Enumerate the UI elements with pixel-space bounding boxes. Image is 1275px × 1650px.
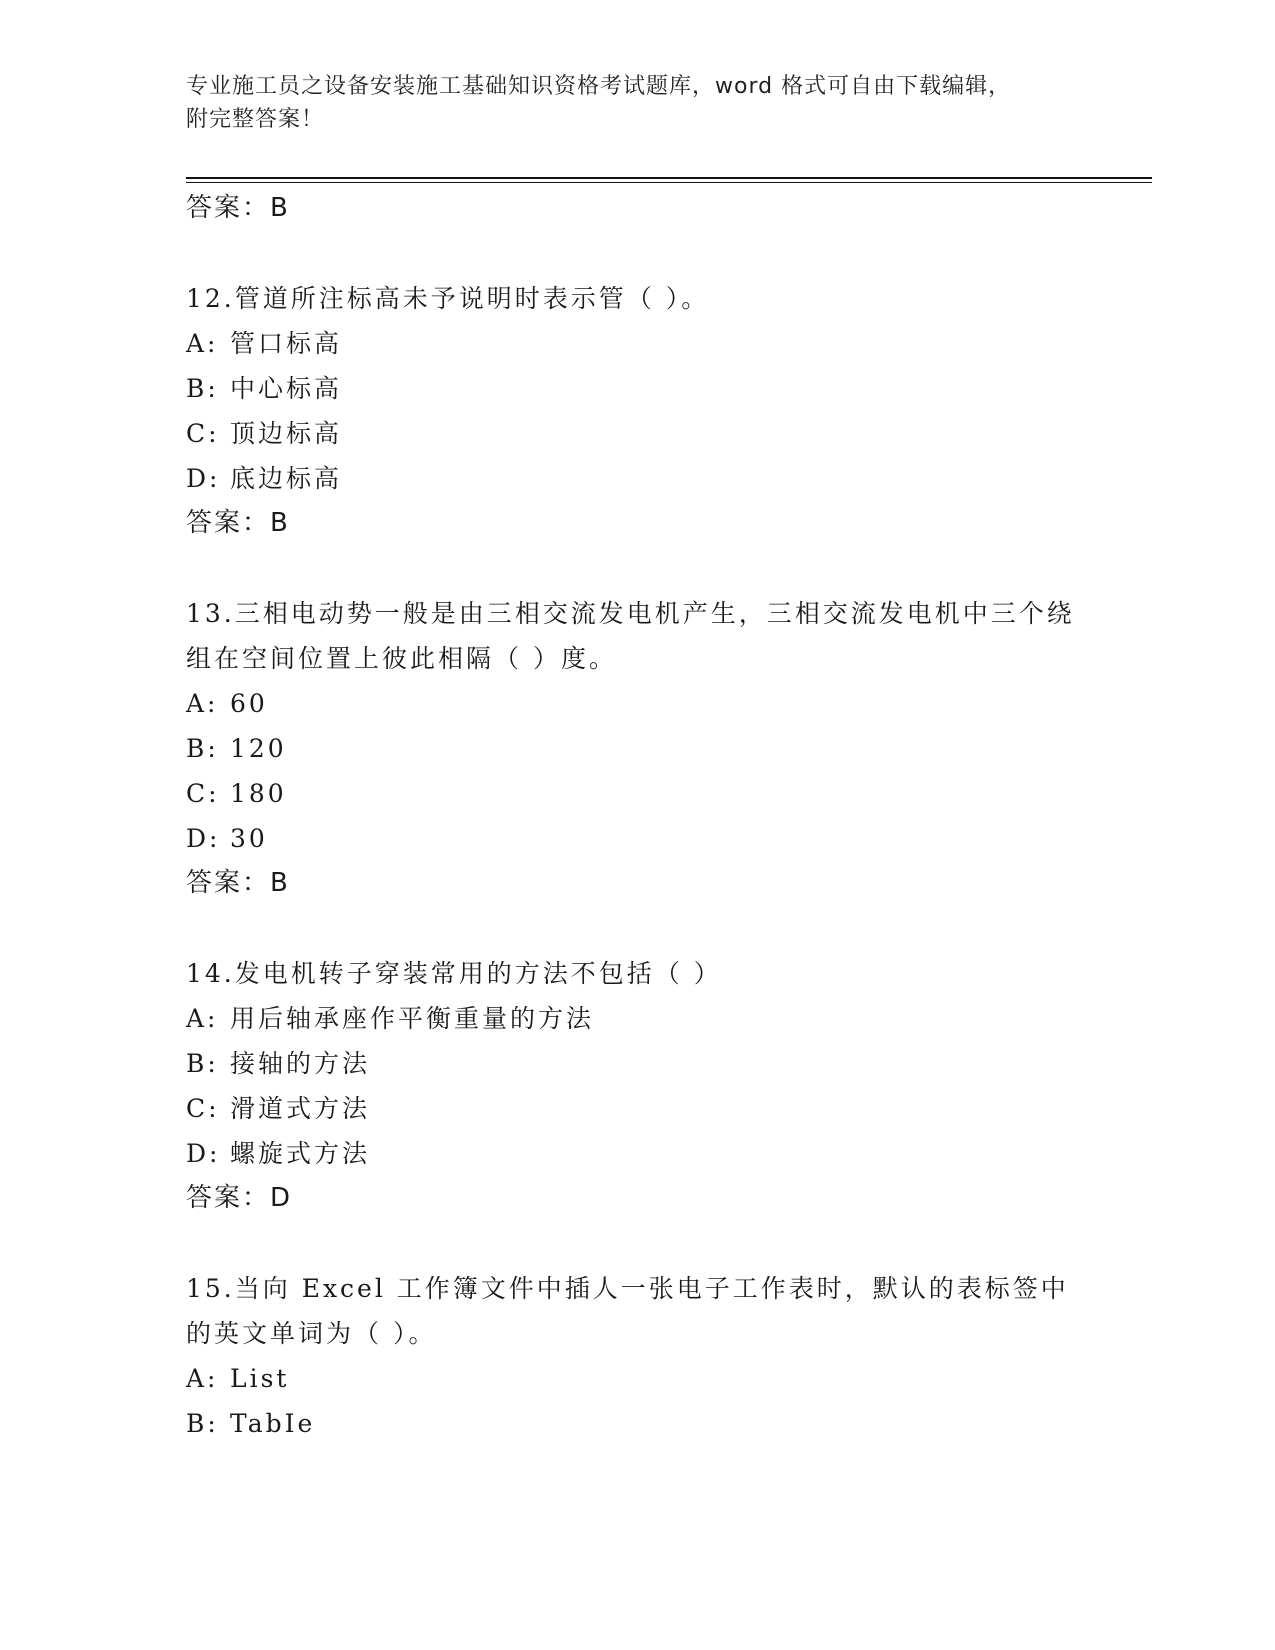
option-text: 螺旋式方法 — [230, 1139, 371, 1168]
question-stem: 14.发电机转子穿装常用的方法不包括（ ） — [186, 959, 722, 988]
answer-line: 答案：B — [186, 193, 290, 223]
question-12 — [186, 276, 1086, 546]
option-b — [186, 726, 1086, 771]
option-label: B: — [186, 374, 219, 403]
option-text: 用后轴承座作平衡重量的方法 — [230, 1004, 595, 1033]
option-text: 180 — [230, 779, 287, 808]
option-text: List — [230, 1364, 290, 1393]
option-d — [186, 1131, 1086, 1176]
answer-line: 答案：B — [186, 868, 290, 898]
option-text: TabIe — [230, 1409, 316, 1438]
option-label: A: — [186, 329, 219, 358]
document-header — [186, 70, 1066, 136]
header-rule-thin — [186, 182, 1152, 183]
option-text: 顶边标高 — [230, 419, 343, 448]
header-line-2: 附完整答案！ — [186, 107, 325, 132]
answer-line: 答案：B — [186, 508, 290, 538]
option-label: A: — [186, 1004, 219, 1033]
option-b — [186, 1401, 1086, 1446]
option-a — [186, 681, 1086, 726]
option-d — [186, 456, 1086, 501]
question-stem: 13.三相电动势一般是由三相交流发电机产生，三相交流发电机中三个绕组在空间位置上彼此相隔（ ）度。 — [186, 599, 1075, 673]
option-label: C: — [186, 779, 220, 808]
option-label: B: — [186, 1409, 219, 1438]
question-13 — [186, 591, 1086, 906]
answer-line: 答案：D — [186, 1183, 293, 1213]
option-a — [186, 1356, 1086, 1401]
option-text: 30 — [230, 824, 268, 853]
question-list — [186, 186, 1086, 1446]
option-text: 120 — [230, 734, 287, 763]
option-d — [186, 816, 1086, 861]
question-stem: 15.当向 Excel 工作簿文件中插人一张电子工作表时，默认的表标签中的英文单词为（ ）。 — [186, 1274, 1069, 1348]
option-label: D: — [186, 1139, 221, 1168]
header-line-1: 专业施工员之设备安装施工基础知识资格考试题库，word 格式可自由下载编辑， — [186, 74, 1012, 99]
option-label: B: — [186, 734, 219, 763]
option-text: 管口标高 — [230, 329, 343, 358]
question-stem: 12.管道所注标高未予说明时表示管（ ）。 — [186, 284, 710, 313]
option-label: D: — [186, 824, 221, 853]
question-15 — [186, 1266, 1086, 1446]
option-text: 中心标高 — [230, 374, 343, 403]
option-c — [186, 771, 1086, 816]
option-label: A: — [186, 1364, 219, 1393]
option-label: C: — [186, 419, 220, 448]
header-rule-thick — [186, 177, 1152, 179]
option-b — [186, 366, 1086, 411]
option-a — [186, 321, 1086, 366]
option-b — [186, 1041, 1086, 1086]
option-label: A: — [186, 689, 219, 718]
option-text: 滑道式方法 — [230, 1094, 371, 1123]
option-label: D: — [186, 464, 221, 493]
question-14 — [186, 951, 1086, 1221]
option-c — [186, 1086, 1086, 1131]
option-text: 底边标高 — [230, 464, 343, 493]
option-label: C: — [186, 1094, 220, 1123]
option-c — [186, 411, 1086, 456]
option-a — [186, 996, 1086, 1041]
option-text: 接轴的方法 — [230, 1049, 371, 1078]
option-text: 60 — [230, 689, 268, 718]
option-label: B: — [186, 1049, 219, 1078]
